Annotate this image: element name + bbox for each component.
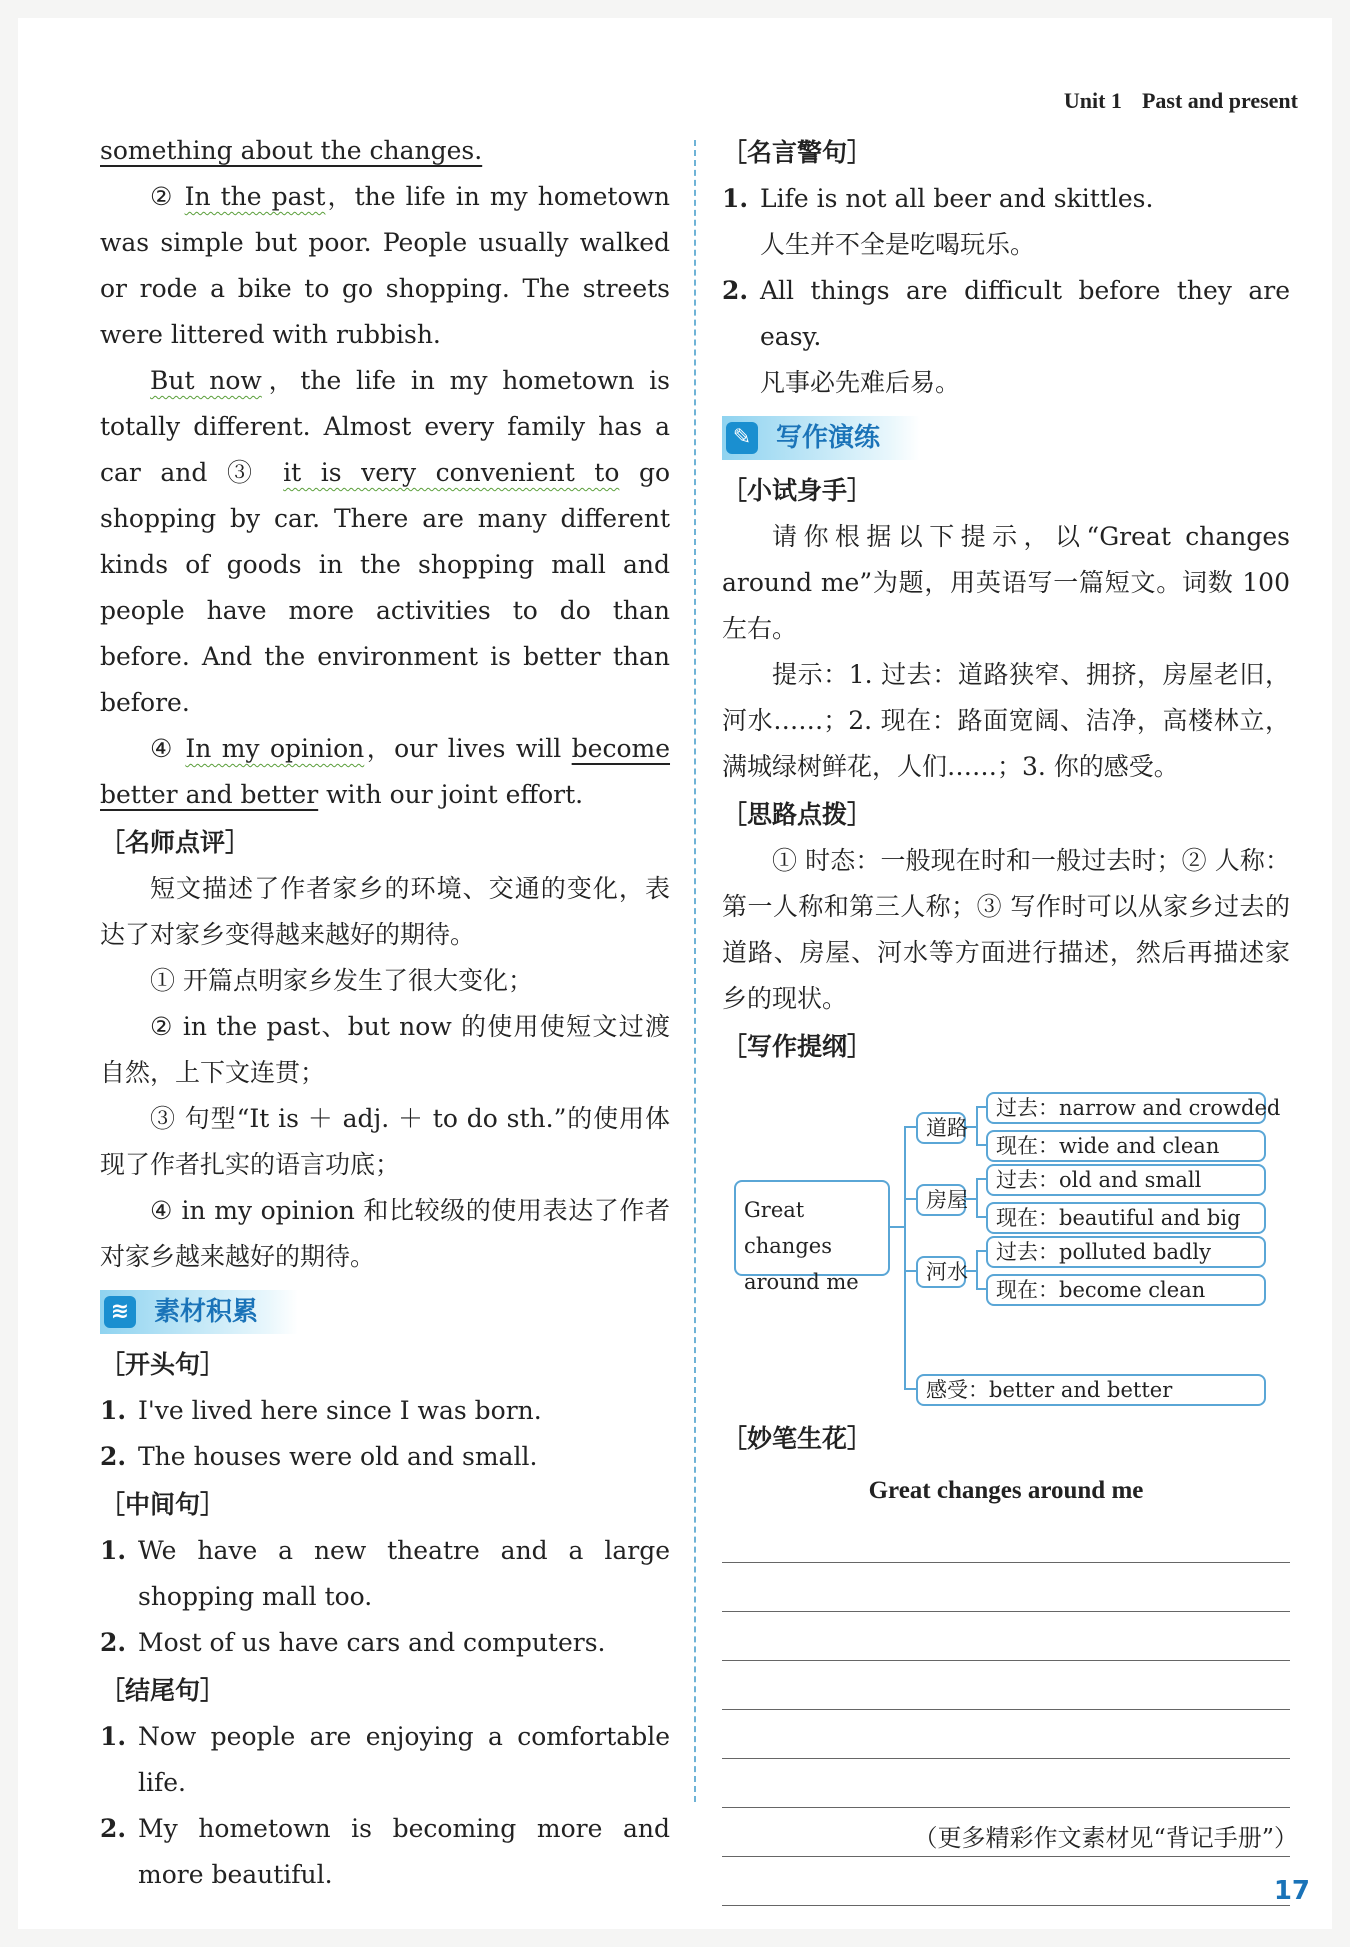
column-divider (694, 140, 696, 1802)
outline-root: Great changes around me (734, 1180, 890, 1276)
writing-line[interactable] (722, 1661, 1290, 1710)
writing-line[interactable] (722, 1759, 1290, 1808)
list-item: 1. Now people are enjoying a comfortable life. (100, 1722, 670, 1797)
task-prompt: 请你根据以下提示，以“Great changes around me”为题，用英语写一篇短文。词数 100 左右。 (722, 522, 1290, 643)
left-column (100, 128, 670, 1898)
comment-point-2: ② in the past、but now 的使用使短文过渡自然，上下文连贯； (100, 1012, 670, 1087)
sample-text-p3: But now，the life in my hometown is totally different. Almost every family has a car and ③ it is very convenient to go shopping by car. There are many different kinds of goods in the shopping mall and people have more activities to do than before. And the environment is better than before. (100, 366, 670, 717)
sample-text-p1: something about the changes. (100, 136, 483, 165)
comment-body: 短文描述了作者家乡的环境、交通的变化，表达了对家乡变得越来越好的期待。 (100, 874, 670, 949)
writing-line[interactable] (722, 1514, 1290, 1563)
quote-item: 1. Life is not all beer and skittles. (722, 184, 1154, 213)
writing-line[interactable] (722, 1857, 1290, 1906)
comment-point-1: ① 开篇点明家乡发生了很大变化； (150, 966, 533, 995)
task-hint: 提示：1. 过去：道路狭窄、拥挤，房屋老旧，河水……；2. 现在：路面宽阔、洁净，高楼林立，满城绿树鲜花，人们……；3. 你的感受。 (722, 660, 1290, 781)
outline-house-now: 现在：beautiful and big (986, 1202, 1266, 1234)
quote-item: 2. All things are difficult before they are easy. (722, 276, 1290, 351)
section-materials-title: 素材积累 (154, 1297, 259, 1327)
list-item: 1. We have a new theatre and a large shopping mall too. (100, 1536, 670, 1611)
quotes-heading: ［名言警句］ (722, 138, 873, 167)
writing-outline-diagram (722, 1076, 1290, 1406)
ideas-heading: ［思路点拨］ (722, 800, 873, 829)
page-number: 17 (1273, 1876, 1310, 1906)
pen-icon: ✎ (726, 422, 758, 454)
section-writing-title: 写作演练 (776, 423, 881, 453)
outline-river: 河水 (916, 1256, 966, 1288)
outline-road: 道路 (916, 1112, 966, 1144)
comment-point-3: ③ 句型“It is ＋ adj. ＋ to do sth.”的使用体现了作者扎实的语言功底； (100, 1104, 670, 1179)
section-writing-practice (722, 416, 920, 460)
writing-line[interactable] (722, 1563, 1290, 1612)
outline-river-past: 过去：polluted badly (986, 1236, 1266, 1268)
sample-text-p4: ④ In my opinion，our lives will become better and better with our joint effort. (100, 734, 671, 809)
essay-title: Great changes around me (868, 1477, 1144, 1504)
footer-note: （更多精彩作文素材见“背记手册”） (913, 1824, 1298, 1852)
unit-label: Unit 1 (1063, 88, 1122, 113)
ideas-body: ① 时态：一般现在时和一般过去时；② 人称：第一人称和第三人称；③ 写作时可以从家乡过去的道路、房屋、河水等方面进行描述，然后再描述家乡的现状。 (722, 846, 1290, 1013)
writing-line[interactable] (722, 1612, 1290, 1661)
middle-sentences-heading: ［中间句］ (100, 1490, 226, 1519)
outline-feeling: 感受：better and better (916, 1374, 1266, 1406)
stack-icon: ≋ (104, 1296, 136, 1328)
quote-translation: 人生并不全是吃喝玩乐。 (760, 230, 1036, 259)
opening-sentences-heading: ［开头句］ (100, 1350, 226, 1379)
outline-house-past: 过去：old and small (986, 1164, 1266, 1196)
list-item: 2. Most of us have cars and computers. (100, 1628, 606, 1657)
section-materials (100, 1290, 298, 1334)
writing-line[interactable] (722, 1710, 1290, 1759)
list-item: 2. The houses were old and small. (100, 1442, 538, 1471)
outline-road-past: 过去：narrow and crowded (986, 1092, 1266, 1124)
sample-text-p2: ② In the past，the life in my hometown was simple but poor. People usually walked or rode a bike to go shopping. The streets were littered with rubbish. (100, 182, 670, 349)
running-header (1044, 88, 1298, 114)
unit-title: Past and present (1141, 88, 1298, 113)
comment-heading: ［名师点评］ (100, 828, 251, 857)
list-item: 2. My hometown is becoming more and more beautiful. (100, 1814, 670, 1889)
outline-river-now: 现在：become clean (986, 1274, 1266, 1306)
list-item: 1. I've lived here since I was born. (100, 1396, 542, 1425)
try-heading: ［小试身手］ (722, 476, 873, 505)
outline-house: 房屋 (916, 1184, 966, 1216)
ending-sentences-heading: ［结尾句］ (100, 1676, 226, 1705)
outline-heading: ［写作提纲］ (722, 1032, 873, 1061)
right-column (722, 128, 1290, 1906)
writing-heading: ［妙笔生花］ (722, 1424, 873, 1453)
comment-point-4: ④ in my opinion 和比较级的使用表达了作者对家乡越来越好的期待。 (100, 1196, 670, 1271)
outline-road-now: 现在：wide and clean (986, 1130, 1266, 1162)
quote-translation: 凡事必先难后易。 (760, 368, 961, 397)
